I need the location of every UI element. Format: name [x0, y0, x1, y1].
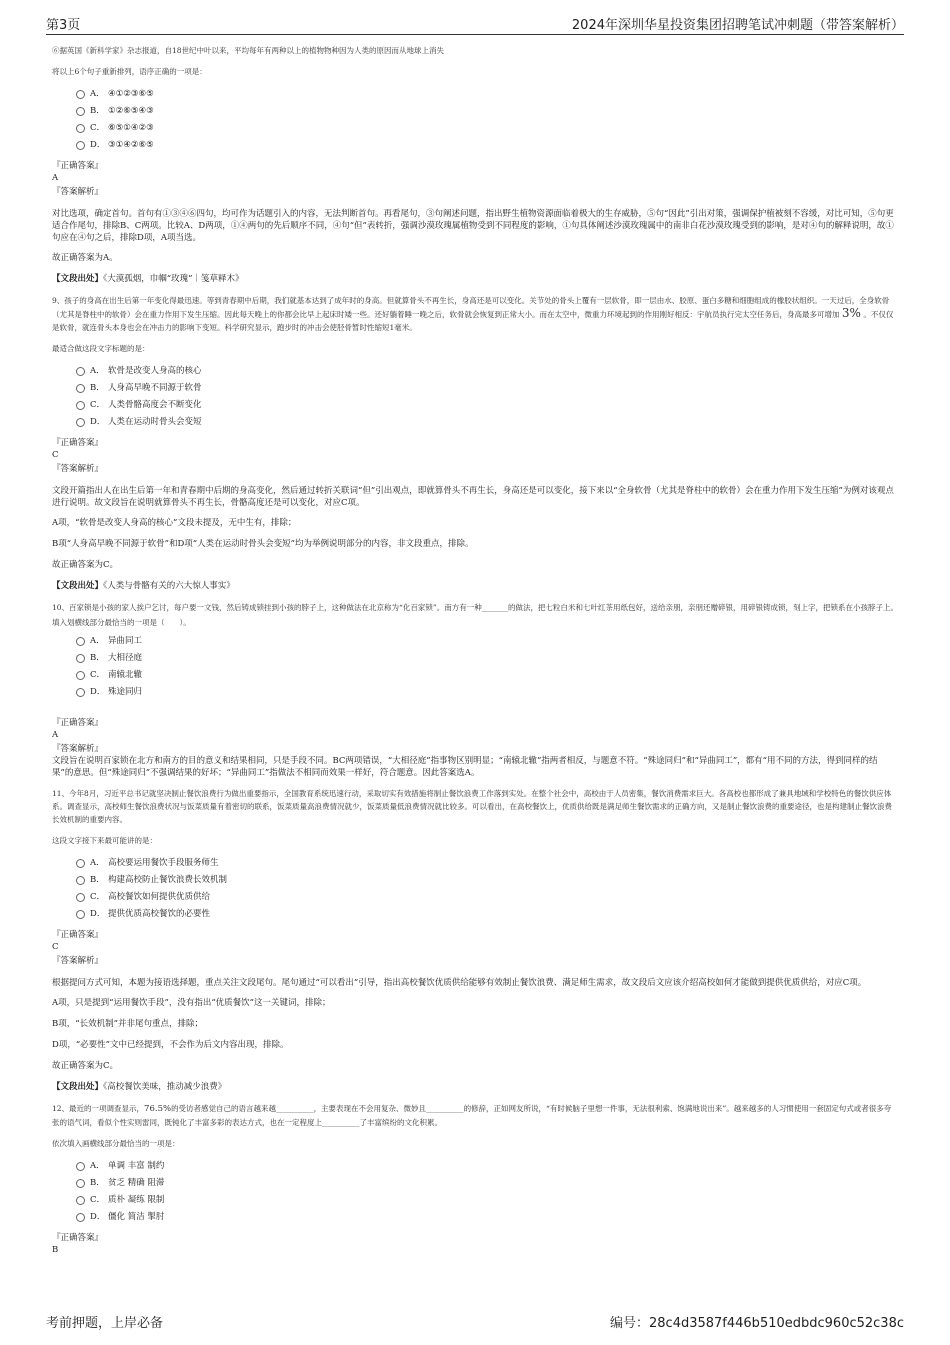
q8-analysis: 对比选项，确定首句。首句有①③④⑥四句，均可作为话题引入的内容，无法判断首句。再看尾句，③句阐述问题，指出野生植物资源面临着极大的生存威胁，⑤句“因此”引出对策，强调保护植被刻不容缓，对比可知，⑤句更适合作尾句，排除B、C两项。比较A、D两项，①④两句的先后顺序不同，④句“但”表转折，强调沙漠玫瑰属植物受到不同程度的影响，①句具体阐述沙漠玫瑰属中的南非白花沙漠玫瑰受到的影响，是对④句的解释说明，故①句应在④句之后，排除D项，A项当选。	[52, 209, 894, 243]
q11-option-b[interactable]: B． 构建高校防止餐饮浪费长效机制	[76, 872, 898, 889]
q9-line-bd: B项“人身高早晚不同源于软骨”和D项“人类在运动时骨头会变短”均为举例说明部分的内容，非文段重点，排除。	[52, 539, 474, 549]
q9-analysis: 文段开篇指出人在出生后第一年和青春期中后期的身高变化，然后通过转折关联词“但”引出观点，即就算骨头不再生长，身高还是可以变化，接下来以“全身软骨（尤其是脊柱中的软骨）会在重力作用下发生压缩”为例对该观点进行说明。故文段旨在说明就算骨头不再生长，骨骼高度还是可以变化，对应C项。	[52, 486, 894, 508]
q9-option-a[interactable]: A． 软骨是改变人身高的核心	[76, 363, 898, 380]
q12-option-c[interactable]: C． 质朴 凝练 限制	[76, 1192, 898, 1209]
page-header	[46, 12, 904, 35]
q9-text: 9、孩子的身高在出生后第一年变化得最迅速。等到青春期中后期，我们就基本达到了成年时的身高。但就算骨头不再生长，身高还是可以变化。关节处的骨头上覆有一层软骨，即一层由水、胶原、蛋白多糖和细胞组成的橡胶状组织。一天过后，全身软骨（尤其是脊柱中的软骨）会在重力作用下发生压缩。因此每天晚上的你都会比早上起床时矮一些。还好躺着睡一晚之后，软骨就会恢复到正常大小。而在太空中，微重力环境起到的作用刚好相反：宇航员执行完太空任务后，身高最多可增加 3% 。不仅仅是软骨，就连骨头本身也会在冲击力的影响下变短。科学研究显示，跑步时的冲击会使胫骨暂时性缩短1毫米。	[52, 296, 894, 332]
footer-slogan: 考前押题，上岸必备	[46, 1316, 164, 1331]
radio-icon[interactable]	[76, 671, 85, 680]
analysis-tag: 『答案解析』	[52, 744, 104, 754]
q10-option-b[interactable]: B． 大相径庭	[76, 650, 898, 667]
q9-option-c[interactable]: C． 人类骨骼高度会不断变化	[76, 397, 898, 414]
q9-percent: 3%	[841, 306, 861, 320]
q10-text: 10、百家锁是小孩的家人挨户乞讨，每户要一文钱，然后铸成锁挂到小孩的脖子上，这种做法在北京称为“化百家锁”。南方有一种_______的做法，把七粒白米和七叶红茶用纸包好，送给亲朋，亲朋还赠碎银，用碎银铸成锁，刻上字，把锁系在小孩脖子上。	[52, 603, 898, 612]
q12-blank-1: __________	[276, 1104, 314, 1113]
q8-conclusion: 故正确答案为A。	[52, 253, 118, 263]
q8-options	[76, 86, 898, 154]
q8-option-c[interactable]: C． ⑥⑤①④②③	[76, 120, 898, 137]
q12-text: 12、最近的一项调查显示，76.5%的受访者感觉自己的语言越来越__________，主要表现在不会用复杂、微妙且__________的修辞，正如网友所说，“有时候脑子里想一件事，无法很利索、饱满地说出来”。越来越多的人习惯使用一套固定句式或者很多夸张的语气词，看似个性实则雷同，既钝化了丰富多彩的表达方式，也在一定程度上__________了丰富缤纷的文化积累。	[52, 1104, 892, 1127]
radio-icon[interactable]	[76, 1196, 85, 1205]
radio-icon[interactable]	[76, 1179, 85, 1188]
radio-icon[interactable]	[76, 418, 85, 427]
q10-options	[76, 633, 898, 701]
radio-icon[interactable]	[76, 141, 85, 150]
q12-blank-3: __________	[322, 1118, 360, 1127]
q11-source: 【文段出处】《高校餐饮美味，推动减少浪费》	[52, 1082, 227, 1092]
q12-answer: B	[52, 1245, 59, 1255]
radio-icon[interactable]	[76, 1213, 85, 1222]
radio-icon[interactable]	[76, 654, 85, 663]
q11-text: 11、今年8月，习近平总书记就坚决制止餐饮浪费行为做出重要指示，全国教育系统迅速行动，采取切实有效措施将制止餐饮浪费工作落到实处。在整个社会中，高校由于人员密集，餐饮消费需求巨大。各高校也都形成了兼具地域和学校特色的餐饮供应体系。调查显示，高校师生餐饮浪费状况与饭菜质量有着密切的联系，饭菜质量高浪费情况就少，饭菜质量低浪费情况就比较多。可以看出，在高校餐饮上，优质供给既是满足师生餐饮需求的正确方向，又是制止餐饮浪费的重要途径，也是构建制止餐饮浪费长效机制的重要内容。	[52, 789, 892, 824]
radio-icon[interactable]	[76, 384, 85, 393]
page-number: 第3页	[46, 18, 81, 33]
q10-option-a[interactable]: A． 异曲同工	[76, 633, 898, 650]
q8-sentence6: ⑥据英国《新科学家》杂志报道，自18世纪中叶以来，平均每年有两种以上的植物物种因为人类的原因而从地球上消失	[52, 46, 445, 55]
q11-prompt: 这段文字接下来最可能讲的是：	[52, 836, 157, 845]
q9-conclusion: 故正确答案为C。	[52, 560, 119, 570]
q8-answer: A	[52, 173, 59, 183]
analysis-tag: 『答案解析』	[52, 187, 104, 197]
q9-option-d[interactable]: D． 人类在运动时骨头会变短	[76, 414, 898, 431]
q12-option-a[interactable]: A． 单调 丰富 制约	[76, 1158, 898, 1175]
q12-blank-2: __________	[426, 1104, 464, 1113]
answer-tag: 『正确答案』	[52, 161, 104, 171]
q11-options	[76, 855, 898, 923]
q11-option-c[interactable]: C． 高校餐饮如何提供优质供给	[76, 889, 898, 906]
answer-tag: 『正确答案』	[52, 930, 104, 940]
q10-answer: A	[52, 730, 59, 740]
q12-prompt: 依次填入画横线部分最恰当的一项是：	[52, 1139, 180, 1148]
radio-icon[interactable]	[76, 124, 85, 133]
q11-line-d: D项，“必要性”文中已经提到，不会作为后文内容出现，排除。	[52, 1040, 289, 1050]
radio-icon[interactable]	[76, 910, 85, 919]
q8-prompt: 将以上6个句子重新排列，语序正确的一项是：	[52, 67, 207, 76]
q8-option-a[interactable]: A． ④①②③⑥⑤	[76, 86, 898, 103]
q12-percent: 76.5%	[144, 1104, 172, 1114]
q12-option-b[interactable]: B． 贫乏 精确 阻滞	[76, 1175, 898, 1192]
document-title: 2024年深圳华星投资集团招聘笔试冲刺题（带答案解析）	[571, 18, 904, 33]
radio-icon[interactable]	[76, 688, 85, 697]
q9-line-a: A项，“软骨是改变人身高的核心”文段未提及，无中生有，排除；	[52, 518, 297, 528]
radio-icon[interactable]	[76, 90, 85, 99]
q11-line-b: B项，“长效机制”并非尾句重点，排除；	[52, 1019, 203, 1029]
q10-analysis: 文段旨在说明百家锁在北方和南方的目的意义和结果相同，只是手段不同。BC两项错误，“大相径庭”指事物区别明显；“南辕北辙”指两者相反，与题意不符。“殊途同归”和“异曲同工”，都有“用不同的方法，得到同样的结果”的意思。但“殊途同归”不强调结果的好坏；“异曲同工”指做法不相同而效果一样好，符合题意。因此答案选A。	[52, 756, 878, 778]
q12-options	[76, 1158, 898, 1226]
radio-icon[interactable]	[76, 1162, 85, 1171]
q8-option-d[interactable]: D． ③①④②⑥⑤	[76, 137, 898, 154]
q11-analysis: 根据提问方式可知，本题为接语选择题，重点关注文段尾句。尾句通过“可以看出”引导，指出高校餐饮优质供给能够有效制止餐饮浪费、满足师生需求，故文段后文应该介绍高校如何才能做到提供优质供给，对应C项。	[52, 978, 867, 988]
radio-icon[interactable]	[76, 107, 85, 116]
document-id: 编号：28c4d3587f446b510edbdc960c52c38c	[610, 1316, 904, 1331]
analysis-tag: 『答案解析』	[52, 956, 104, 966]
answer-tag: 『正确答案』	[52, 718, 104, 728]
page-content	[52, 44, 898, 1258]
q11-line-a: A项，只是提到“运用餐饮手段”，没有指出“优质餐饮”这一关键词，排除；	[52, 998, 331, 1008]
q11-conclusion: 故正确答案为C。	[52, 1061, 119, 1071]
answer-tag: 『正确答案』	[52, 1233, 104, 1243]
q9-source: 【文段出处】《人类与骨骼有关的六大惊人事实》	[52, 581, 235, 591]
q10-prompt: 填入划横线部分最恰当的一项是（ ）。	[52, 618, 191, 627]
q12-option-d[interactable]: D． 僵化 简洁 掣肘	[76, 1209, 898, 1226]
analysis-tag: 『答案解析』	[52, 464, 104, 474]
q11-option-d[interactable]: D． 提供优质高校餐饮的必要性	[76, 906, 898, 923]
q9-prompt: 最适合做这段文字标题的是：	[52, 344, 150, 353]
q10-option-d[interactable]: D． 殊途同归	[76, 684, 898, 701]
answer-tag: 『正确答案』	[52, 438, 104, 448]
radio-icon[interactable]	[76, 637, 85, 646]
q9-option-b[interactable]: B． 人身高早晚不同源于软骨	[76, 380, 898, 397]
radio-icon[interactable]	[76, 401, 85, 410]
q8-option-b[interactable]: B． ①②⑥⑤④③	[76, 103, 898, 120]
radio-icon[interactable]	[76, 876, 85, 885]
q9-answer: C	[52, 450, 59, 460]
q11-answer: C	[52, 942, 59, 952]
q8-source: 【文段出处】《大漠孤烟，巾帼“玫瑰”｜笺草释木》	[52, 274, 244, 284]
q9-options	[76, 363, 898, 431]
radio-icon[interactable]	[76, 893, 85, 902]
q11-option-a[interactable]: A． 高校要运用餐饮手段服务师生	[76, 855, 898, 872]
q10-option-c[interactable]: C． 南辕北辙	[76, 667, 898, 684]
radio-icon[interactable]	[76, 859, 85, 868]
radio-icon[interactable]	[76, 367, 85, 376]
